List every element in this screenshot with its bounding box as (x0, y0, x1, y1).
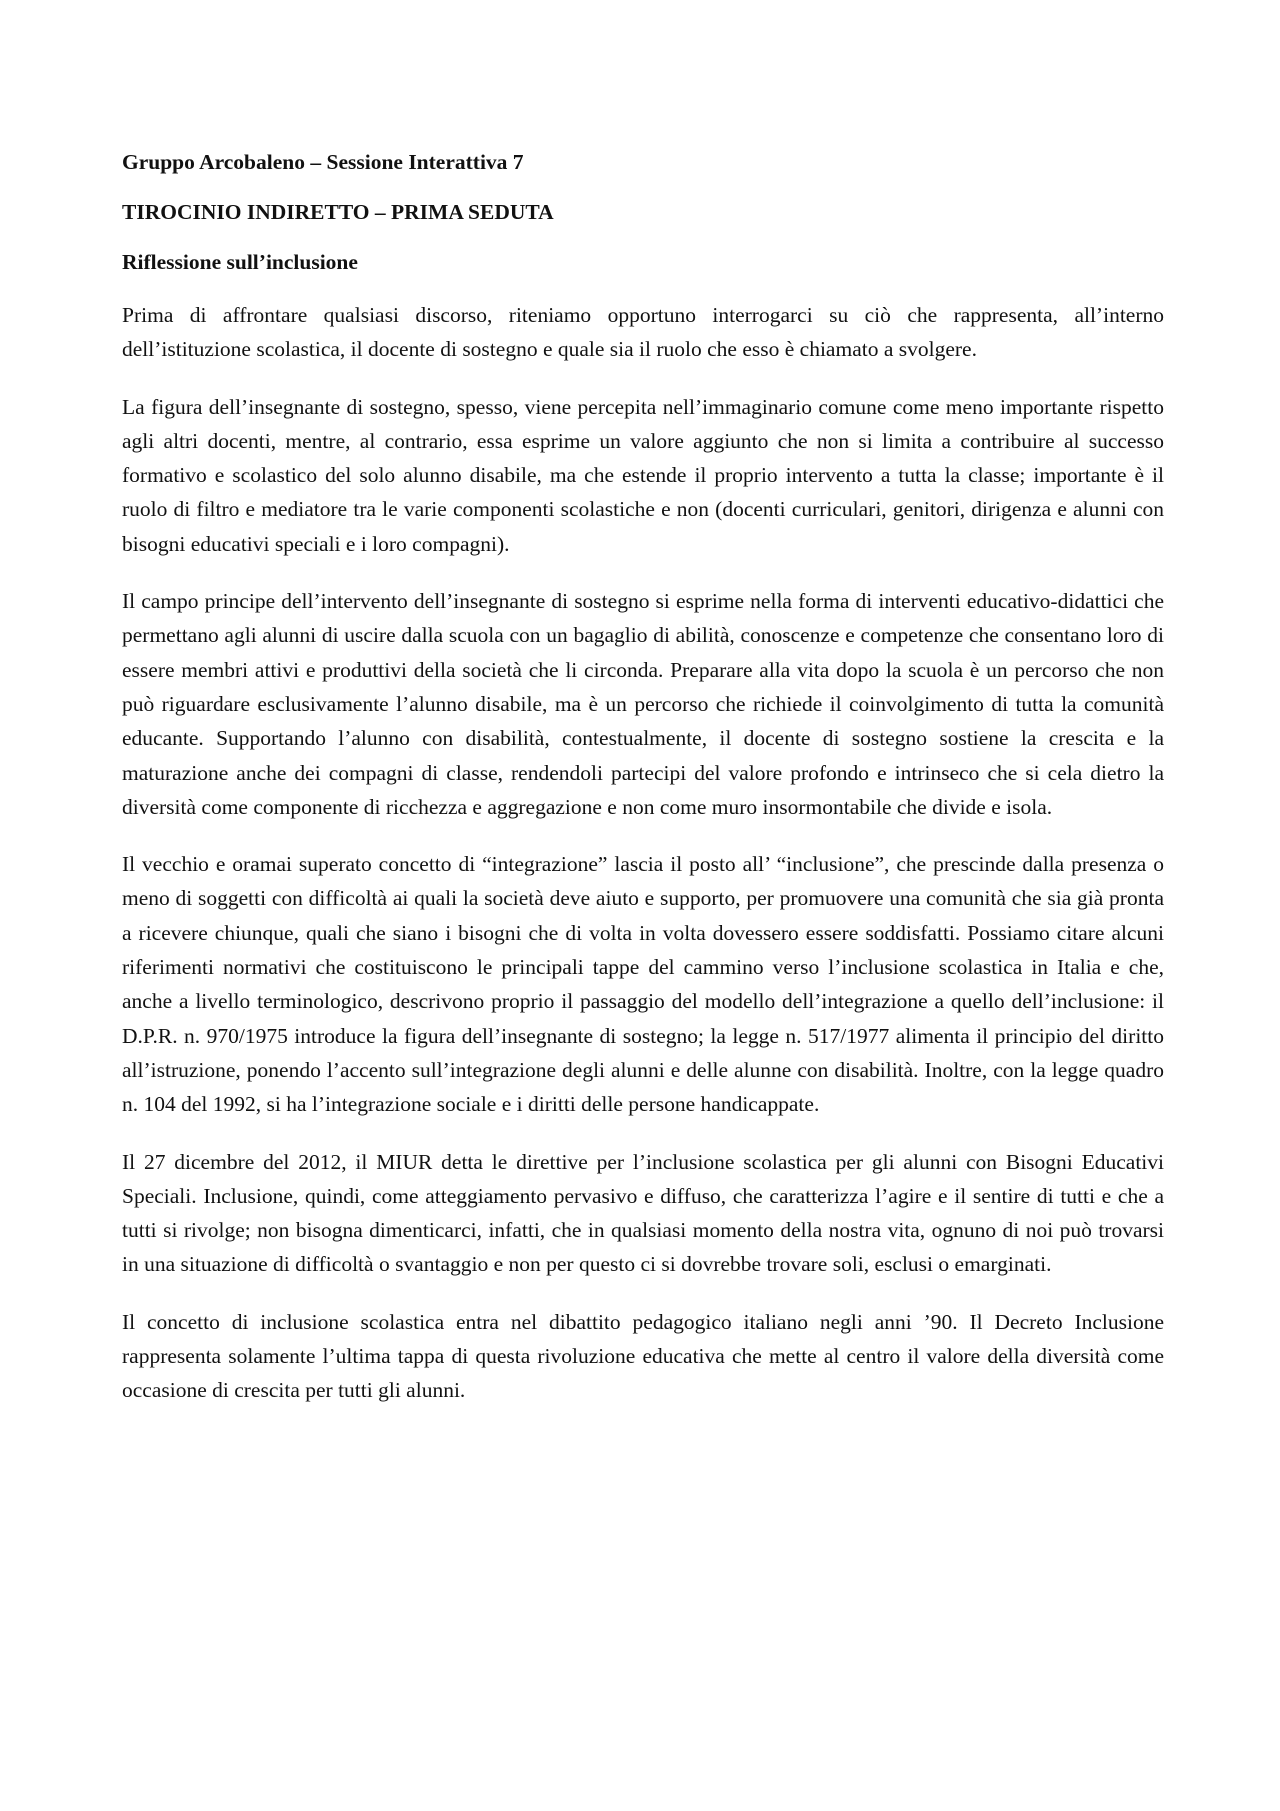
paragraph: Il concetto di inclusione scolastica entra nel dibattito pedagogico italiano negli anni ’90. Il Decreto Inclusione rappresenta solamente l’ultima tappa di questa rivoluzione educativa che mette al centro il valore della diversità come occasione di crescita per tutti gli alunni. (122, 1309, 1164, 1403)
document-page (122, 148, 1164, 1431)
paragraph: Prima di affrontare qualsiasi discorso, riteniamo opportuno interrogarci su ciò che rappresenta, all’interno dell’istituzione scolastica, il docente di sostegno e quale sia il ruolo che esso è chiamato a svolgere. (122, 303, 1164, 362)
paragraph: La figura dell’insegnante di sostegno, spesso, viene percepita nell’immaginario comune come meno importante rispetto agli altri docenti, mentre, al contrario, essa esprime un valore aggiunto che non si limita a contribuire al successo formativo e scolastico del solo alunno disabile, ma che estende il proprio intervento a tutta la classe; importante è il ruolo di filtro e mediatore tra le varie componenti scolastiche e non (docenti curriculari, genitori, dirigenza e alunni con bisogni educativi speciali e i loro compagni). (122, 394, 1164, 556)
document-title: Gruppo Arcobaleno – Sessione Interattiva 7 (122, 150, 524, 174)
section-heading: Riflessione sull’inclusione (122, 250, 358, 274)
document-subtitle: TIROCINIO INDIRETTO – PRIMA SEDUTA (122, 200, 554, 224)
paragraph: Il vecchio e oramai superato concetto di “integrazione” lascia il posto all’ “inclusione”, che prescinde dalla presenza o meno di soggetti con difficoltà ai quali la società deve aiuto e supporto, per promuovere una comunità che sia già pronta a ricevere chiunque, quali che siano i bisogni che di volta in volta dovessero essere soddisfatti. Possiamo citare alcuni riferimenti normativi che costituiscono le principali tappe del cammino verso l’inclusione scolastica in Italia e che, anche a livello terminologico, descrivono proprio il passaggio del modello dell’integrazione a quello dell’inclusione: il D.P.R. n. 970/1975 introduce la figura dell’insegnante di sostegno; la legge n. 517/1977 alimenta il principio del diritto all’istruzione, ponendo l’accento sull’integrazione degli alunni e delle alunne con disabilità. Inoltre, con la legge quadro n. 104 del 1992, si ha l’integrazione sociale e i diritti delle persone handicappate. (122, 852, 1164, 1117)
paragraph: Il campo principe dell’intervento dell’insegnante di sostegno si esprime nella forma di interventi educativo-didattici che permettano agli alunni di uscire dalla scuola con un bagaglio di abilità, conoscenze e competenze che consentano loro di essere membri attivi e produttivi della società che li circonda. Preparare alla vita dopo la scuola è un percorso che non può riguardare esclusivamente l’alunno disabile, ma è un percorso che richiede il coinvolgimento di tutta la comunità educante. Supportando l’alunno con disabilità, contestualmente, il docente di sostegno sostiene la crescita e la maturazione anche dei compagni di classe, rendendoli partecipi del valore profondo e intrinseco che si cela dietro la diversità come componente di ricchezza e aggregazione e non come muro insormontabile che divide e isola. (122, 589, 1164, 819)
paragraph: Il 27 dicembre del 2012, il MIUR detta le direttive per l’inclusione scolastica per gli alunni con Bisogni Educativi Speciali. Inclusione, quindi, come atteggiamento pervasivo e diffuso, che caratterizza l’agire e il sentire di tutti e che a tutti si rivolge; non bisogna dimenticarci, infatti, che in qualsiasi momento della nostra vita, ognuno di noi può trovarsi in una situazione di difficoltà o svantaggio e non per questo ci si dovrebbe trovare soli, esclusi o emarginati. (122, 1149, 1164, 1277)
